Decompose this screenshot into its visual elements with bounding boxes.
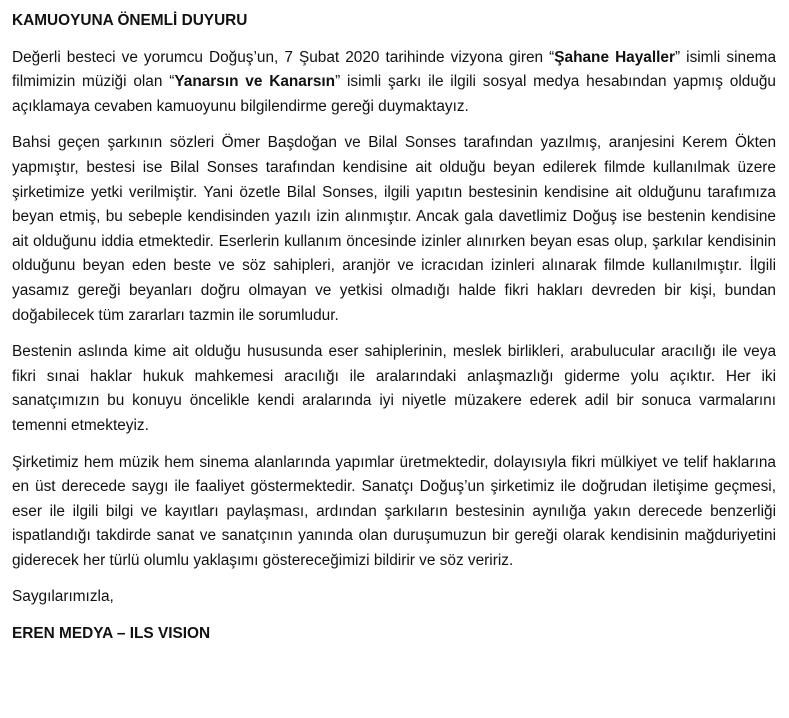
closing-salutation: Saygılarımızla, — [12, 588, 114, 606]
paragraph-intro — [12, 46, 776, 120]
paragraph-resolution: Bestenin aslında kime ait olduğu hususunda eser sahiplerinin, meslek birlikleri, arabulucular aracılığı ile veya fikri sınai haklar hukuk mahkemesi aracılığı ile aralarındaki anlaşmazlığı giderme yolu açıktır. Her iki sanatçımızın bu konuyu öncelikle kendi aralarında iyi niyetle müzakere ederek adil bir sonuca varmalarını temenni etmekteyiz. — [12, 343, 776, 434]
announcement-document — [12, 9, 776, 647]
intro-text-3: ” isimli şarkı ile ilgili sosyal medya hesabından yapmış olduğu açıklamaya cevaben kamuoyunu bilgilendirme gereği duymaktayız. — [12, 73, 776, 115]
signature: EREN MEDYA – ILS VISION — [12, 625, 211, 643]
intro-text-2: ” isimli sinema filmimizin müziği olan “ — [12, 48, 777, 91]
intro-text-1: Değerli besteci ve yorumcu Doğuş’un, 7 Şubat 2020 tarihinde vizyona giren “ — [12, 48, 555, 66]
paragraph-background: Bahsi geçen şarkının sözleri Ömer Başdoğan ve Bilal Sonses tarafından yazılmış, aranjesini Kerem Ökten yapmıştır, bestesi ise Bilal Sonses tarafından kendisine ait olduğu beyan edilerek filmde kullanılmak üzere şirketimize yetki verilmiştir. Yani özetle Bilal Sonses, ilgili yapıtın bestesinin kendisine ait olduğunu tarafımıza beyan etmiş, bu sebeple kendisinden yazılı izin alınmıştır. Ancak gala davetlimiz Doğuş ise bestenin kendisine ait olduğunu iddia etmektedir. Eserlerin kullanım öncesinde izinler alınırken beyan esas olup, şarkılar kendisinin olduğunu beyan eden beste ve söz sahipleri, aranjör ve icracıdan izinleri alınarak filmde kullanılmıştır. İlgili yasamız gereği beyanları doğru olmayan ve yetkisi olmadığı halde fikri hakları devreden bir kişi, bundan doğabilecek tüm zararları tazmin ile sorumludur. — [12, 134, 776, 324]
song-title: Yanarsın ve Kanarsın — [174, 73, 336, 91]
document-title: KAMUOYUNA ÖNEMLİ DUYURU — [12, 12, 248, 29]
film-title: Şahane Hayaller — [554, 48, 675, 66]
paragraph-company-stance: Şirketimiz hem müzik hem sinema alanlarında yapımlar üretmektedir, dolayısıyla fikri mülkiyet ve telif haklarına en üst derecede saygı ile faaliyet göstermektedir. Sanatçı Doğuş’un şirketimiz ile doğrudan iletişime geçmesi, eser ile ilgili bilgi ve kayıtları paylaşması, ardından şarkıların bestesinin aynılığa yakın derecede benzerliği ispatlandığı takdirde sanat ve sanatçının yanında olan duruşumuzun bir gereği olarak kendisinin mağduriyetini giderecek her türlü olumlu yaklaşımı göstereceğimizi bildirir ve söz veririz. — [12, 453, 776, 569]
